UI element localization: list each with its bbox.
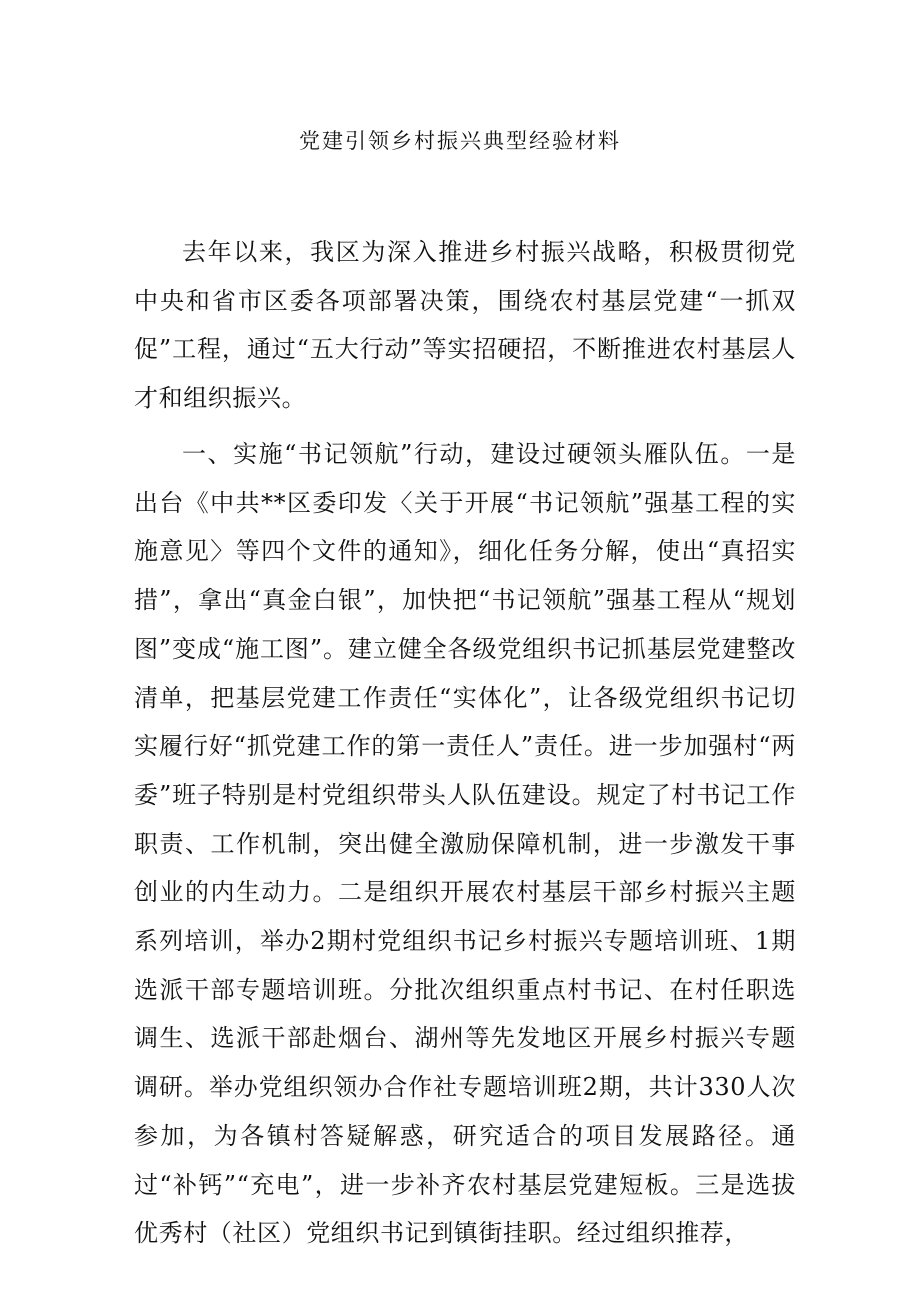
section-one-paragraph: 一、实施“书记领航”行动，建设过硬领头雁队伍。一是出台《中共**区委印发〈关于开展“书记领航”强基工程的实施意见〉等四个文件的通知》，细化任务分解，使出“真招实措”，拿出“真金白银”，加快把“书记领航”强基工程从“规划图”变成“施工图”。建立健全各级党组织书记抓基层党建整改清单，把基层党建工作责任“实体化”，让各级党组织书记切实履行好“抓党建工作的第一责任人”责任。进一步加强村“两委”班子特别是村党组织带头人队伍建设。规定了村书记工作职责、工作机制，突出健全激励保障机制，进一步激发干事创业的内生动力。二是组织开展农村基层干部乡村振兴主题系列培训，举办2期村党组织书记乡村振兴专题培训班、1期选派干部专题培训班。分批次组织重点村书记、在村任职选调生、选派干部赴烟台、湖州等先发地区开展乡村振兴专题调研。举办党组织领办合作社专题培训班2期，共计330人次参加，为各镇村答疑解惑，研究适合的项目发展路径。通过“补钙”“充电”，进一步补齐农村基层党建短板。三是选拔优秀村（社区）党组织书记到镇街挂职。经过组织推荐，: [134, 440, 796, 1248]
document-title: 党建引领乡村振兴典型经验材料: [299, 129, 621, 153]
intro-paragraph: 去年以来，我区为深入推进乡村振兴战略，积极贯彻党中央和省市区委各项部署决策，围绕农村基层党建“一抓双促”工程，通过“五大行动”等实招硬招，不断推进农村基层人才和组织振兴。: [134, 238, 796, 413]
